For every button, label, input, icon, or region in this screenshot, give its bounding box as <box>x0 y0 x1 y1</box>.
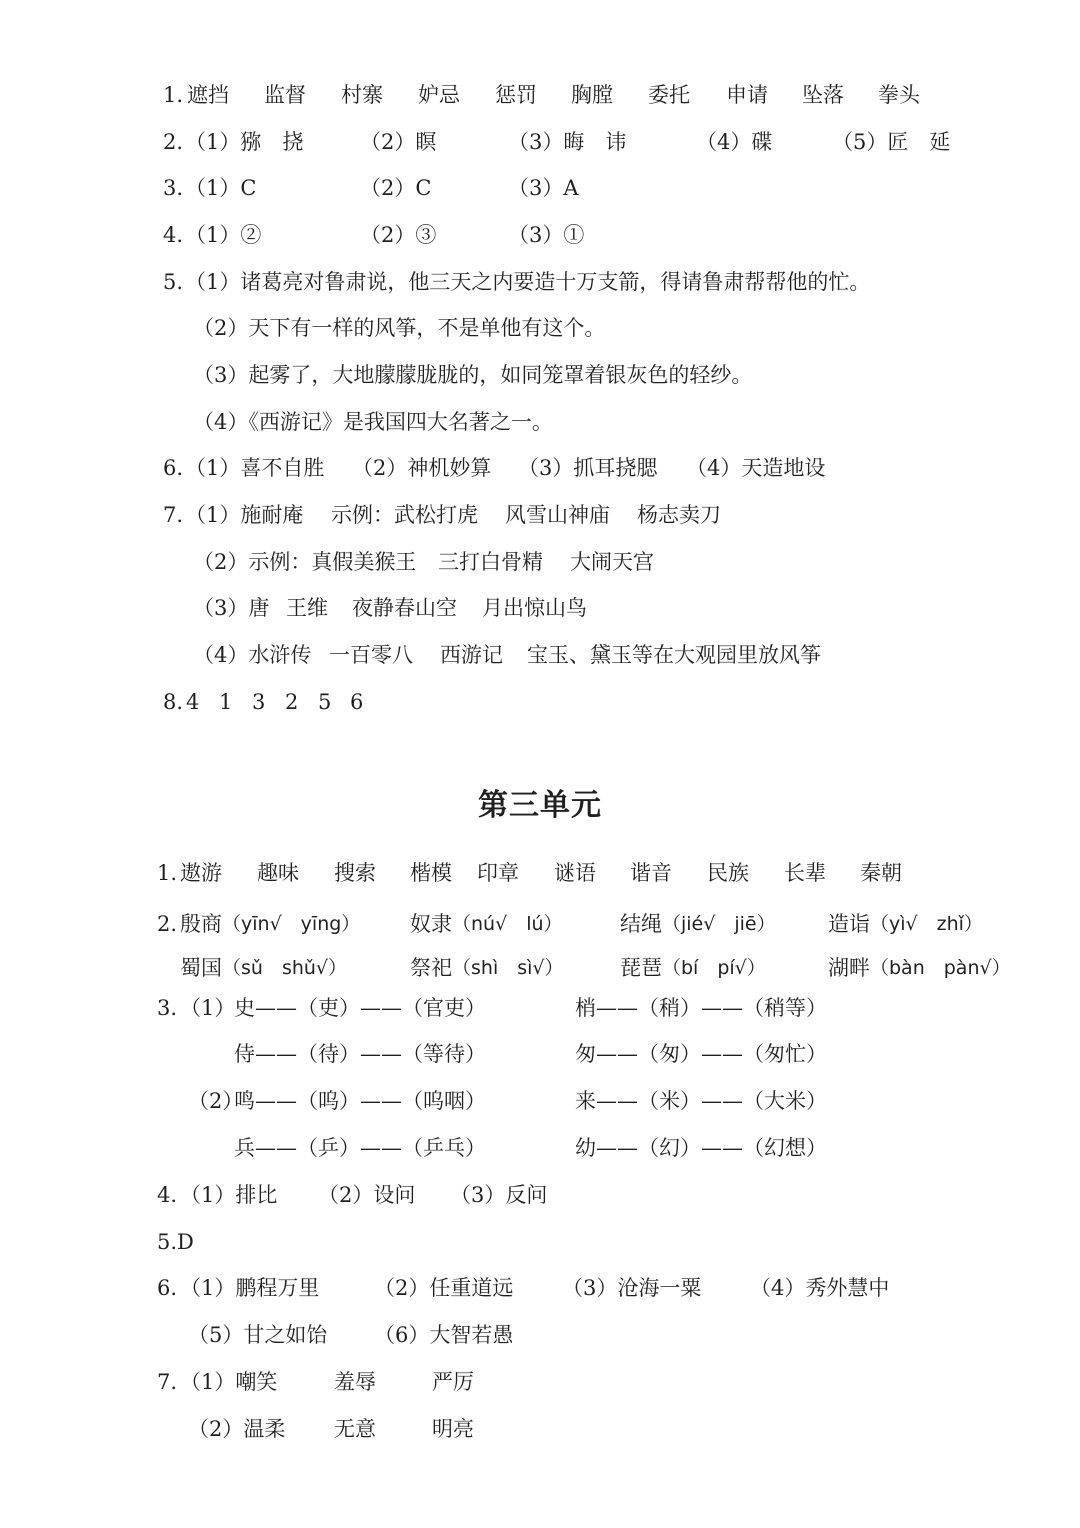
answer-item: （4）碟 <box>696 130 773 154</box>
q-number: 3. <box>163 176 184 200</box>
char-chain: 兵——（乒）——（乒乓） <box>234 1136 486 1160</box>
q-number: 5. <box>163 270 184 294</box>
answer-item: 一百零八 <box>329 643 413 667</box>
pinyin-choice: （nú√ lú） <box>452 913 563 935</box>
answer-item: （3）A <box>508 176 579 200</box>
answer-item: 月出惊山鸟 <box>482 596 587 620</box>
idiom: （3）抓耳挠腮 <box>518 456 658 480</box>
char-chain: 鸣——（呜）——（呜咽） <box>234 1089 486 1113</box>
word: 严厉 <box>432 1370 474 1394</box>
answer-item: （3）反问 <box>450 1183 548 1207</box>
pinyin-choice: （bí pí√） <box>662 957 766 979</box>
char-chain: 幼——（幻）——（幻想） <box>575 1136 827 1160</box>
idiom: （5）甘之如饴 <box>188 1323 328 1347</box>
word: 明亮 <box>432 1417 474 1441</box>
answer-item: 大闹天宫 <box>570 550 654 574</box>
answer-item: 宝玉、黛玉等在大观园里放风筝 <box>527 643 821 667</box>
word: 申请 <box>726 83 768 107</box>
word: 蜀国 <box>180 956 222 980</box>
order-number: 1 <box>219 690 233 714</box>
answer-item: 夜静春山空 <box>352 596 457 620</box>
word: 妒忌 <box>418 83 460 107</box>
char-chain: 匆——（匆）——（匆忙） <box>575 1042 827 1066</box>
answer-item: （3）① <box>508 223 585 247</box>
answer-item: D <box>177 1230 194 1254</box>
word: 委托 <box>648 83 690 107</box>
answer-item: （5）匠 延 <box>832 130 951 154</box>
pinyin-choice: （bàn pàn√） <box>870 957 1011 979</box>
sub-label: （1） <box>180 996 236 1020</box>
q-number: 6. <box>157 1276 178 1300</box>
q-number: 4. <box>163 223 184 247</box>
answer-item: （1）施耐庵 <box>185 503 304 527</box>
q-number: 6. <box>163 456 184 480</box>
order-number: 6 <box>350 690 364 714</box>
pinyin-choice: （sǔ shǔ√） <box>222 957 348 979</box>
word: 殷商 <box>180 912 222 936</box>
answer-item: （2）瞑 <box>360 130 437 154</box>
idiom: （6）大智若愚 <box>374 1323 514 1347</box>
q-number: 7. <box>157 1370 178 1394</box>
order-number: 2 <box>285 690 299 714</box>
char-chain: 侍——（待）——（等待） <box>234 1042 486 1066</box>
word: 遮挡 <box>187 83 229 107</box>
word: 惩罚 <box>495 83 537 107</box>
word: 湖畔 <box>828 956 870 980</box>
sub-label: （2） <box>188 1089 244 1113</box>
word: 谜语 <box>554 861 596 885</box>
order-number: 3 <box>252 690 266 714</box>
answer-item: （1）C <box>185 176 257 200</box>
pinyin-choice: （yīn√ yīng） <box>222 913 361 935</box>
answer-item: （1）猕 挠 <box>185 130 304 154</box>
word: （1）嘲笑 <box>180 1370 278 1394</box>
pinyin-choice: （shì sì√） <box>452 957 564 979</box>
word: 结绳 <box>620 912 662 936</box>
q-number: 5. <box>157 1230 178 1254</box>
sentence: （3）起雾了，大地朦朦胧胧的，如同笼罩着银灰色的轻纱。 <box>193 363 753 387</box>
word: 谐音 <box>630 861 672 885</box>
pinyin-choice: （jié√ jiē） <box>662 913 776 935</box>
word: 村寨 <box>341 83 383 107</box>
answer-item: （1）排比 <box>180 1183 278 1207</box>
word: 印章 <box>477 861 519 885</box>
answer-item: 王维 <box>286 596 328 620</box>
word: 长辈 <box>784 861 826 885</box>
section-title: 第三单元 <box>478 788 602 823</box>
char-chain: 来——（米）——（大米） <box>575 1089 827 1113</box>
q-number: 8. <box>163 690 184 714</box>
idiom: （1）鹏程万里 <box>180 1276 320 1300</box>
order-number: 5 <box>318 690 332 714</box>
answer-item: （4）水浒传 <box>193 643 312 667</box>
sentence: （1）诸葛亮对鲁肃说，他三天之内要造十万支箭，得请鲁肃帮帮他的忙。 <box>185 270 871 294</box>
word: 遨游 <box>180 861 222 885</box>
q-number: 2. <box>163 130 184 154</box>
idiom: （4）秀外慧中 <box>750 1276 890 1300</box>
word: 胸膛 <box>571 83 613 107</box>
sentence: （2）天下有一样的风筝，不是单他有这个。 <box>193 316 606 340</box>
idiom: （1）喜不自胜 <box>185 456 325 480</box>
answer-item: 杨志卖刀 <box>637 503 721 527</box>
char-chain: 史——（吏）——（官吏） <box>234 996 486 1020</box>
answer-item: （1）② <box>185 223 262 247</box>
word: （2）温柔 <box>188 1417 286 1441</box>
answer-item: 风雪山神庙 <box>505 503 610 527</box>
q-number: 7. <box>163 503 184 527</box>
answer-item: （2）C <box>360 176 432 200</box>
word: 搜索 <box>334 861 376 885</box>
pinyin-choice: （yì√ zhǐ） <box>870 913 983 935</box>
q-number: 4. <box>157 1183 178 1207</box>
word: 无意 <box>334 1417 376 1441</box>
word: 楷模 <box>410 861 452 885</box>
answer-item: （3）唐 <box>193 596 270 620</box>
answer-item: （3）晦 讳 <box>508 130 627 154</box>
q-number: 2. <box>157 912 178 936</box>
order-number: 4 <box>186 690 200 714</box>
idiom: （2）神机妙算 <box>352 456 492 480</box>
word: 秦朝 <box>860 861 902 885</box>
word: 琵琶 <box>620 956 662 980</box>
word: 坠落 <box>802 83 844 107</box>
word: 奴隶 <box>410 912 452 936</box>
word: 监督 <box>264 83 306 107</box>
idiom: （4）天造地设 <box>686 456 826 480</box>
idiom: （3）沧海一粟 <box>562 1276 702 1300</box>
answer-item: 西游记 <box>440 643 503 667</box>
answer-item: （2）设问 <box>318 1183 416 1207</box>
idiom: （2）任重道远 <box>374 1276 514 1300</box>
word: 祭祀 <box>410 956 452 980</box>
q-number: 3. <box>157 996 178 1020</box>
word: 民族 <box>707 861 749 885</box>
sentence: （4）《西游记》是我国四大名著之一。 <box>193 410 553 434</box>
answer-item: （2）示例：真假美猴王 <box>193 550 417 574</box>
q-number: 1. <box>157 861 178 885</box>
char-chain: 梢——（稍）——（稍等） <box>575 996 827 1020</box>
answer-item: 三打白骨精 <box>438 550 543 574</box>
answer-item: （2）③ <box>360 223 437 247</box>
word: 趣味 <box>257 861 299 885</box>
word: 造诣 <box>828 912 870 936</box>
word: 羞辱 <box>334 1370 376 1394</box>
word: 拳头 <box>878 83 920 107</box>
answer-item: 示例：武松打虎 <box>331 503 478 527</box>
q-number: 1. <box>163 83 184 107</box>
